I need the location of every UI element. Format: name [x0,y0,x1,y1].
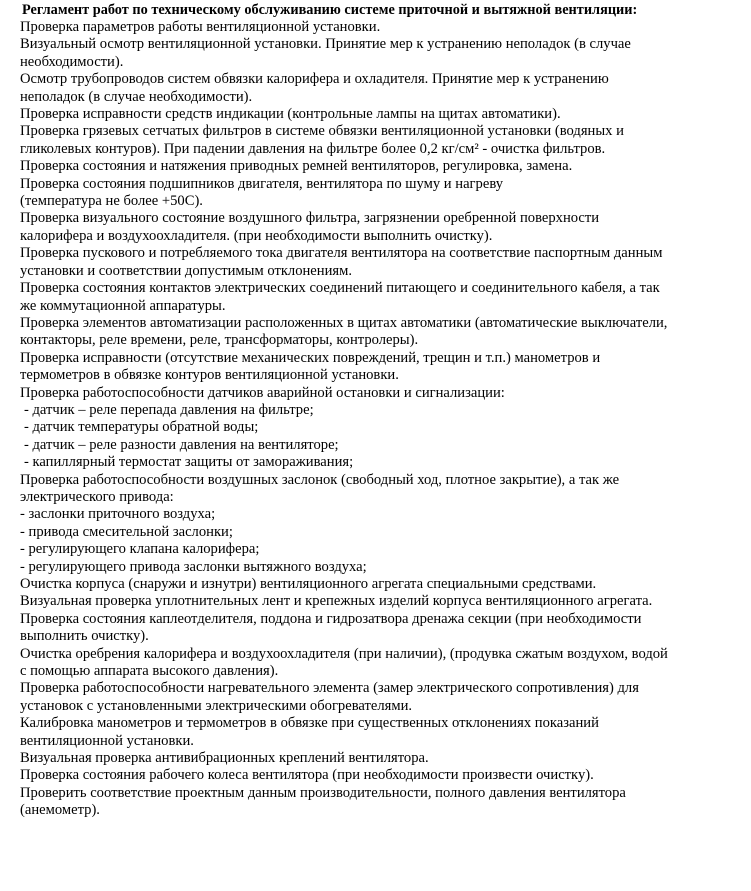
document-line: Проверка грязевых сетчатых фильтров в системе обвязки вентиляционной установки (водяных и [20,123,624,140]
document-line: Проверка визуального состояние воздушного фильтра, загрязнении оребренной поверхности [20,210,600,227]
document-line: - регулирующего клапана калорифера; [20,541,260,558]
document-line: электрического привода: [20,488,174,505]
document-line: же коммутационной аппаратуры. [20,297,226,314]
document-line: Очистка корпуса (снаружи и изнутри) вентиляционного агрегата специальными средствами. [20,576,597,592]
document-line: Проверка работоспособности датчиков аварийной остановки и сигнализации: [20,384,505,401]
document-line: Визуальный осмотр вентиляционной установки. Принятие мер к устранению неполадок (в случае [20,36,631,53]
document-line: Проверить соответствие проектным данным производительности, полного давления вентилятора [20,784,626,801]
document-line: Проверка параметров работы вентиляционной установки. [20,19,381,35]
document-line: - датчик температуры обратной воды; [24,419,259,436]
document-line: выполнить очистку). [20,628,149,645]
document-line: Проверка исправности (отсутствие механических повреждений, трещин и т.п.) манометров и [20,349,601,366]
document-line: Проверка состояния и натяжения приводных ремней вентиляторов, регулировка, замена. [20,158,573,175]
document-line: контакторы, реле времени, реле, трансформаторы, контролеры). [20,332,419,349]
document-line: Проверка элементов автоматизации расположенных в щитах автоматики (автоматические выключатели, [20,314,668,331]
document-line: - привода смесительной заслонки; [20,523,233,540]
document-line: термометров в обвязке контуров вентиляционной установки. [20,367,399,384]
document-line: установки и соответствии допустимым отклонениям. [20,262,352,279]
document-line: Проверка состояния подшипников двигателя, вентилятора по шуму и нагреву [20,175,504,192]
document-line: - капиллярный термостат защиты от замораживания; [24,454,354,471]
document-line: - регулирующего привода заслонки вытяжного воздуха; [20,558,367,575]
document-line: с помощью аппарата высокого давления). [20,663,279,680]
document-line: (температура не более +50С). [20,193,203,210]
document-line: - заслонки приточного воздуха; [20,506,216,523]
document-title: Регламент работ по техническому обслуживанию системе приточной и вытяжной вентиляции: [22,2,638,18]
document-line: Калибровка манометров и термометров в обвязке при существенных отклонениях показаний [20,715,599,732]
document-line: калорифера и воздухоохладителя. (при необходимости выполнить очистку). [20,227,493,244]
document-line: Визуальная проверка антивибрационных креплений вентилятора. [20,750,429,767]
document-body [20,19,745,820]
document-line: неполадок (в случае необходимости). [20,88,253,105]
document-line: гликолевых контуров). При падении давления на фильтре более 0,2 кг/см² - очистка фильтров. [20,140,606,157]
document-line: (анемометр). [20,802,100,819]
document-line: Проверка работоспособности воздушных заслонок (свободный ход, плотное закрытие), а так же [20,471,620,488]
document-line: Проверка пускового и потребляемого тока двигателя вентилятора на соответствие паспортным данным [20,245,663,262]
document-line: Очистка оребрения калорифера и воздухоохладителя (при наличии), (продувка сжатым воздухом, водой [20,645,668,662]
document-line: установок с установленными электрическими обогревателями. [20,697,413,714]
document-line: - датчик – реле перепада давления на фильтре; [24,401,314,418]
document-line: необходимости). [20,53,124,70]
document-line: Проверка исправности средств индикации (контрольные лампы на щитах автоматики). [20,106,561,123]
document-line: Проверка работоспособности нагревательного элемента (замер электрического сопротивления) для [20,680,639,697]
document-line: вентиляционной установки. [20,732,194,749]
document-line: Осмотр трубопроводов систем обвязки калорифера и охладителя. Принятие мер к устранению [20,71,609,88]
document-line: Визуальная проверка уплотнительных лент и крепежных изделий корпуса вентиляционного агрегата. [20,593,653,610]
document-line: Проверка состояния каплеотделителя, поддона и гидрозатвора дренажа секции (при необходимости [20,610,642,627]
document-line: - датчик – реле разности давления на вентиляторе; [24,436,339,453]
document-line: Проверка состояния контактов электрических соединений питающего и соединительного кабеля, а так [20,280,660,297]
document-line: Проверка состояния рабочего колеса вентилятора (при необходимости произвести очистку). [20,767,594,784]
